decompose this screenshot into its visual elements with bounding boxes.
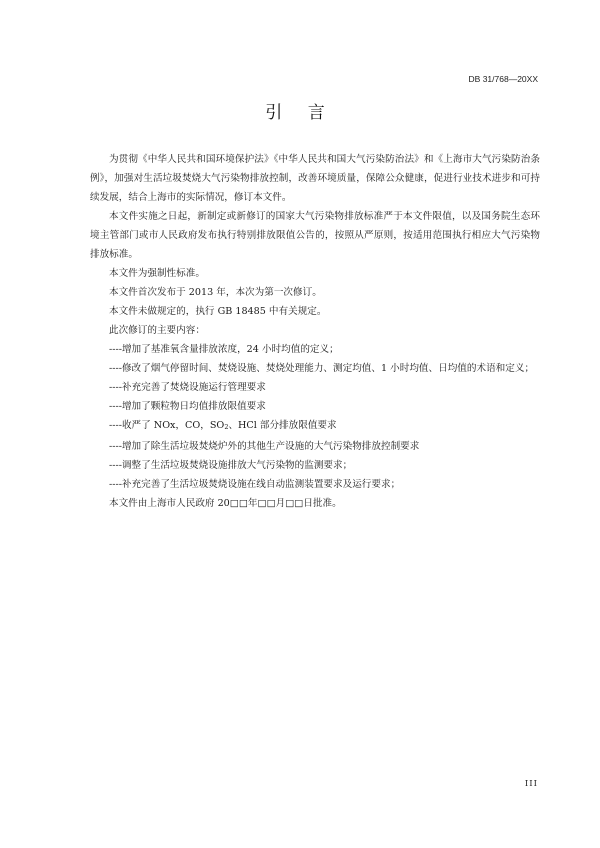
revision-item: ----补充完善了生活垃圾焚烧设施在线自动监测装置要求及运行要求；: [109, 479, 401, 490]
standard-code: DB 31/768—20XX: [468, 74, 538, 84]
page-number: III: [524, 779, 538, 789]
revision-item-prefix: ----收严了 NOx，CO，SO: [109, 420, 225, 431]
so2-subscript: 2: [224, 423, 229, 431]
paragraph-purpose: 为贯彻《中华人民共和国环境保护法》《中华人民共和国大气污染防治法》和《上海市大气污染防治条例》，加强对生活垃圾焚烧大气污染物排放控制，改善环境质量，保障公众健康，促进行业技术进步和可持续发展，结合上海市的实际情况，修订本文件。: [90, 154, 540, 203]
paragraph-implementation: 本文件实施之日起，新制定或新修订的国家大气污染物排放标准严于本文件限值，以及国务院生态环境主管部门或市人民政府发布执行特别排放限值公告的，按照从严原则，按适用范围执行相应大气污染物排放标准。: [90, 211, 540, 260]
revision-item: ----补充完善了焚烧设施运行管理要求: [109, 382, 266, 393]
paragraph-mandatory: 本文件为强制性标准。: [109, 268, 205, 279]
revision-item: ----增加了基准氧含量排放浓度，24 小时均值的定义；: [109, 344, 339, 355]
page-title: 引 言: [265, 103, 335, 123]
revision-item: ----调整了生活垃圾焚烧设施排放大气污染物的监测要求；: [109, 460, 353, 471]
revision-item: ----增加了除生活垃圾焚烧炉外的其他生产设施的大气污染物排放控制要求: [109, 441, 420, 452]
revision-item: ----修改了烟气停留时间、焚烧设施、焚烧处理能力、测定均值、1 小时均值、日均值的术语和定义；: [109, 363, 535, 374]
revision-item: ----增加了颗粒物日均值排放限值要求: [109, 401, 266, 412]
revision-item-emission-limits: [90, 416, 540, 437]
document-body: [90, 150, 540, 513]
revision-item-suffix: 、HCl 部分排放限值要求: [228, 420, 337, 431]
paragraph-first-release: 本文件首次发布于 2013 年，本次为第一次修订。: [109, 287, 322, 298]
paragraph-approval: 本文件由上海市人民政府 20□□年□□月□□日批准。: [109, 498, 342, 509]
paragraph-reference: 本文件未做规定的，执行 GB 18485 中有关规定。: [109, 306, 327, 317]
paragraph-revision-intro: 此次修订的主要内容：: [109, 325, 205, 336]
